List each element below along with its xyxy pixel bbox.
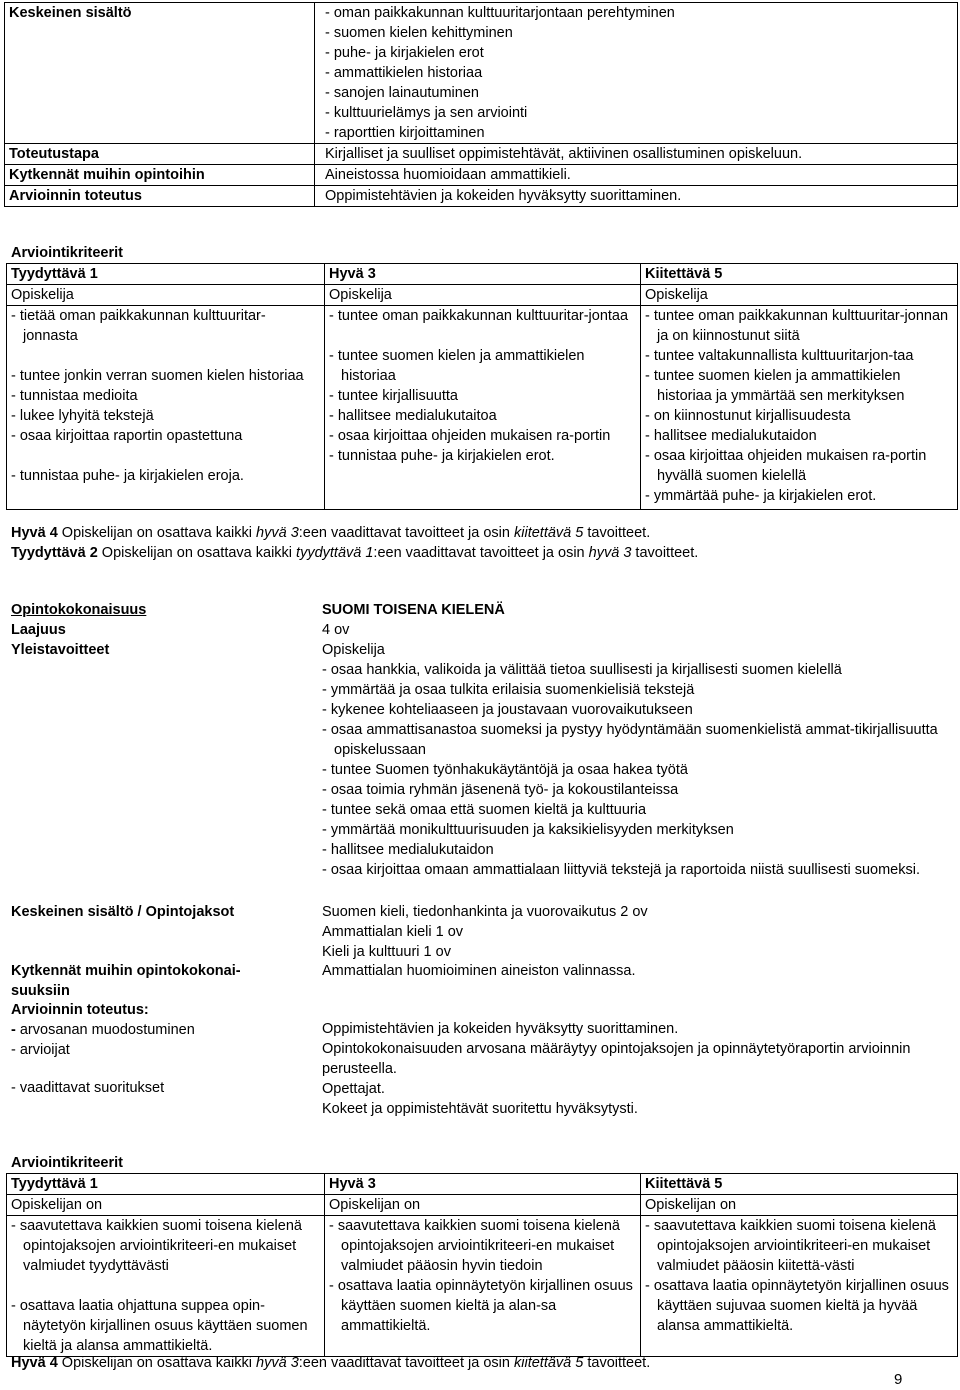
criteria-item: - tunnistaa puhe- ja kirjakielen erot. — [329, 448, 555, 464]
goal-item: - osaa toimia ryhmän jäsenenä työ- ja kokoustilanteissa — [322, 782, 679, 798]
goal-item: - tuntee sekä omaa että suomen kieltä ja kulttuuria — [322, 802, 647, 818]
value-opettajat: Opettajat. — [322, 1081, 385, 1097]
criteria-column — [641, 1216, 958, 1357]
label-toteutustapa: Toteutustapa — [5, 144, 315, 165]
criteria-item: - tuntee oman paikkakunnan kulttuuritar-jonnan ja on kiinnostunut siitä — [645, 308, 949, 344]
label-arvosanan-muodostuminen: - arvosanan muodostuminen — [11, 1022, 195, 1038]
value-kytkennat-opintokokonaisuuksiin: Ammattialan huomioiminen aineiston valinnassa. — [322, 963, 636, 979]
label-kytkennat: Kytkennät muihin opintoihin — [5, 165, 315, 186]
criteria-item: - hallitsee medialukutaidon — [645, 428, 817, 444]
goal-item: - kykenee kohteliaaseen ja joustavaan vuorovaikutukseen — [322, 702, 693, 718]
criteria-item: - osaa kirjoittaa ohjeiden mukaisen ra-portin hyvällä suomen kielellä — [645, 448, 927, 484]
content-list — [315, 3, 958, 144]
assessment-values — [322, 1019, 942, 1119]
goal-item: - ymmärtää ja osaa tulkita erilaisia suomenkielisiä tekstejä — [322, 682, 695, 698]
grade-note-hyva-4: Hyvä 4 Opiskelijan on osattava kaikki hyvä 3:een vaadittavat tavoitteet ja osin kiitettävä 5 tavoitteet. — [11, 525, 651, 541]
level-kiitettava: Kiitettävä 5 — [641, 264, 958, 285]
level-tyydyttava: Tyydyttävä 1 — [7, 1174, 325, 1195]
content-item: - suomen kielen kehittyminen — [325, 25, 513, 41]
label-arvioijat: - arvioijat — [11, 1042, 70, 1058]
value-kytkennat: Aineistossa huomioidaan ammattikieli. — [315, 165, 958, 186]
level-hyva: Hyvä 3 — [325, 264, 641, 285]
content-item: - raporttien kirjoittaminen — [325, 125, 485, 141]
criteria-item: - saavutettava kaikkien suomi toisena kielenä opintojaksojen arviointikriteeri-en mukaiset valmiudet pääosin kiitettä-västi — [645, 1218, 936, 1274]
criteria-item: - osattava laatia opinnäytetyön kirjallinen osuus käyttäen sujuvaa suomen kieltä ja hyvää alansa ammattikieltä. — [645, 1278, 949, 1334]
criteria-item: - osattava laatia opinnäytetyön kirjallinen osuus käyttäen suomen kieltä ja alan-sa ammattikieltä. — [329, 1278, 633, 1334]
criteria-column — [641, 306, 958, 510]
content-item: - sanojen lainautuminen — [325, 85, 479, 101]
criteria-item: - tietää oman paikkakunnan kulttuuritar-jonnasta — [11, 308, 266, 344]
goal-item: - osaa kirjoittaa omaan ammattialaan liittyviä tekstejä ja raportoida niistä suullisesti suomeksi. — [322, 862, 920, 878]
criteria-table — [6, 263, 958, 510]
criteria-column — [325, 306, 641, 510]
content-item: - oman paikkakunnan kulttuuritarjontaan perehtyminen — [325, 5, 675, 21]
criteria-column — [7, 1216, 325, 1357]
subject-label: Opiskelijan on — [641, 1195, 958, 1216]
criteria-item: - osattava laatia ohjattuna suppea opin-näytetyön kirjallinen osuus käyttäen suomen kieltä ja alansa ammattikieltä. — [11, 1298, 308, 1354]
subject-label: Opiskelija — [325, 285, 641, 306]
criteria-table-2 — [6, 1173, 958, 1357]
value-toteutustapa: Kirjalliset ja suulliset oppimistehtävät, aktiivinen osallistuminen opiskeluun. — [315, 144, 958, 165]
grade-note-hyva-4-b: Hyvä 4 Opiskelijan on osattava kaikki hyvä 3:een vaadittavat tavoitteet ja osin kiitettävä 5 tavoitteet. — [11, 1355, 651, 1371]
subject-label: Opiskelija — [641, 285, 958, 306]
course-unit: Kieli ja kulttuuri 1 ov — [322, 944, 451, 960]
goal-item: - osaa ammattisanastoa suomeksi ja pystyy hyödyntämään suomenkielistä ammat-tikirjallisuutta opiskelussaan — [322, 722, 938, 758]
value-arvioinnin-toteutus: Oppimistehtävien ja kokeiden hyväksytty suorittaminen. — [315, 186, 958, 207]
criteria-item: - on kiinnostunut kirjallisuudesta — [645, 408, 851, 424]
goal-item: - ymmärtää monikulttuurisuuden ja kaksikielisyyden merkityksen — [322, 822, 734, 838]
criteria-item: - tunnistaa medioita — [11, 388, 138, 404]
criteria-heading: Arviointikriteerit — [11, 245, 123, 261]
label-keskeinen-sisalto-opintojaksot: Keskeinen sisältö / Opintojaksot — [11, 904, 235, 920]
criteria-item: - saavutettava kaikkien suomi toisena kielenä opintojaksojen arviointikriteeri-en mukaiset valmiudet tyydyttävästi — [11, 1218, 302, 1274]
criteria-item: - lukee lyhyitä tekstejä — [11, 408, 154, 424]
value-vaadittavat-suoritukset: Kokeet ja oppimistehtävät suoritettu hyväksytysti. — [322, 1101, 638, 1117]
criteria-item: - tunnistaa puhe- ja kirjakielen eroja. — [11, 468, 244, 484]
page-number: 9 — [894, 1371, 903, 1388]
criteria-heading-2: Arviointikriteerit — [11, 1155, 123, 1171]
goal-item: - tuntee Suomen työnhakukäytäntöjä ja osaa hakea työtä — [322, 762, 688, 778]
label-arvioinnin-toteutus-2: Arvioinnin toteutus: — [11, 1002, 149, 1018]
subject-label: Opiskelija — [7, 285, 325, 306]
criteria-item: - tuntee suomen kielen ja ammattikielen historiaa ja ymmärtää sen merkityksen — [645, 368, 905, 404]
criteria-item: - tuntee oman paikkakunnan kulttuuritar-jontaa — [329, 308, 629, 324]
label-opintokokonaisuus: Opintokokonaisuus — [11, 602, 147, 618]
label-laajuus: Laajuus — [11, 622, 66, 638]
criteria-item: - tuntee jonkin verran suomen kielen historiaa — [11, 368, 304, 384]
label-vaadittavat-suoritukset: - vaadittavat suoritukset — [11, 1080, 165, 1096]
criteria-item: - tuntee suomen kielen ja ammattikielen historiaa — [329, 348, 585, 384]
course-units — [322, 902, 648, 962]
content-item: - kulttuurielämys ja sen arviointi — [325, 105, 528, 121]
criteria-item: - osaa kirjoittaa ohjeiden mukaisen ra-portin — [329, 428, 611, 444]
label-keskeinen-sisalto: Keskeinen sisältö — [5, 3, 315, 144]
course-unit: Suomen kieli, tiedonhankinta ja vuorovaikutus 2 ov — [322, 904, 648, 920]
module-scope: 4 ov — [322, 622, 350, 638]
module-title: SUOMI TOISENA KIELENÄ — [322, 602, 505, 618]
assessment-labels — [11, 1000, 311, 1098]
goals-subject: Opiskelija — [322, 642, 385, 658]
subject-label: Opiskelijan on — [7, 1195, 325, 1216]
criteria-column — [7, 306, 325, 510]
criteria-item: - osaa kirjoittaa raportin opastettuna — [11, 428, 243, 444]
value-arvioijat: Opintokokonaisuuden arvosana määräytyy opintojaksojen ja opinnäytetyöraportin arvioinnin perusteella. — [322, 1041, 911, 1077]
grade-note-tyydyttava-2: Tyydyttävä 2 Opiskelijan on osattava kaikki tyydyttävä 1:een vaadittavat tavoitteet ja osin hyvä 3 tavoitteet. — [11, 545, 699, 561]
content-item: - puhe- ja kirjakielen erot — [325, 45, 484, 61]
label-yleistavoitteet: Yleistavoitteet — [11, 642, 110, 658]
label-arvioinnin-toteutus: Arvioinnin toteutus — [5, 186, 315, 207]
criteria-item: - saavutettava kaikkien suomi toisena kielenä opintojaksojen arviointikriteeri-en mukaiset valmiudet pääosin hyvin tiedoin — [329, 1218, 620, 1274]
label-kytkennat-opintokokonaisuuksiin: Kytkennät muihin opintokokonai-suuksiin — [11, 963, 241, 999]
study-module-values — [322, 600, 952, 880]
level-hyva: Hyvä 3 — [325, 1174, 641, 1195]
content-item: - ammattikielen historiaa — [325, 65, 483, 81]
criteria-item: - tuntee kirjallisuutta — [329, 388, 458, 404]
subject-label: Opiskelijan on — [325, 1195, 641, 1216]
value-arvosanan-muodostuminen: Oppimistehtävien ja kokeiden hyväksytty suorittaminen. — [322, 1021, 679, 1037]
level-tyydyttava: Tyydyttävä 1 — [7, 264, 325, 285]
course-info-table — [4, 2, 958, 207]
goal-item: - osaa hankkia, valikoida ja välittää tietoa suullisesti ja kirjallisesti suomen kielellä — [322, 662, 842, 678]
study-module-labels — [11, 600, 311, 660]
criteria-column — [325, 1216, 641, 1357]
criteria-item: - ymmärtää puhe- ja kirjakielen erot. — [645, 488, 877, 504]
level-kiitettava: Kiitettävä 5 — [641, 1174, 958, 1195]
criteria-item: - tuntee valtakunnallista kulttuuritarjon-taa — [645, 348, 914, 364]
goal-item: - hallitsee medialukutaidon — [322, 842, 494, 858]
course-unit: Ammattialan kieli 1 ov — [322, 924, 464, 940]
criteria-item: - hallitsee medialukutaitoa — [329, 408, 497, 424]
